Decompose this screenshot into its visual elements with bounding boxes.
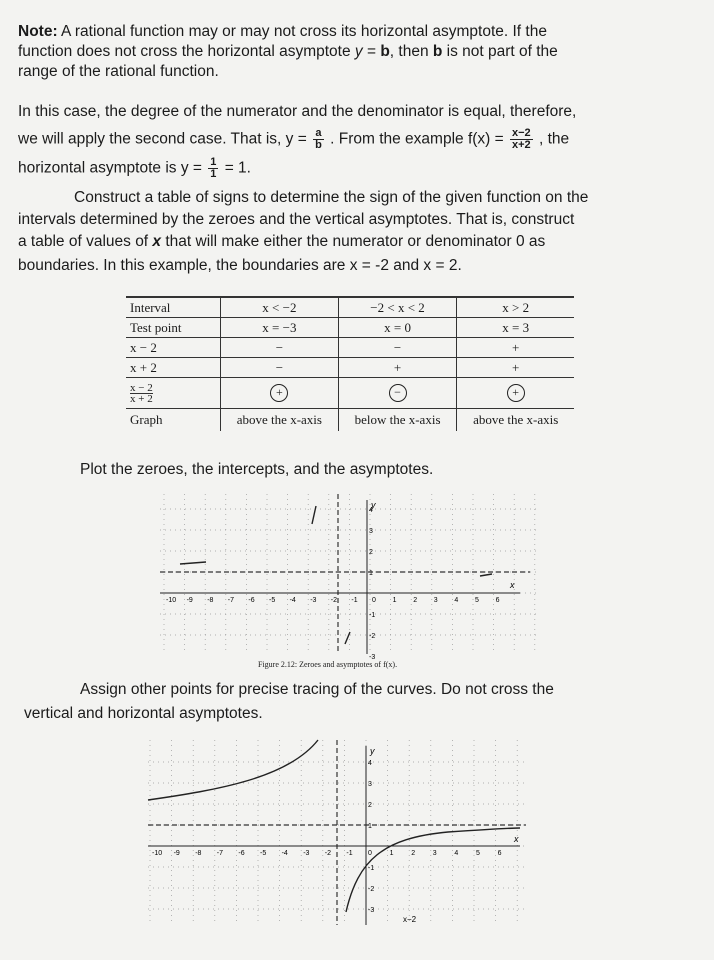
- table-row: [126, 378, 574, 409]
- x-tick-label: 3: [432, 850, 437, 857]
- case-line-3: horizontal asymptote is y = $\frac{1}{1}$ = 1.: [18, 156, 251, 180]
- x-tick-label: -8: [207, 597, 214, 604]
- y-axis-label: y: [370, 746, 375, 756]
- sign-circle: −: [389, 384, 407, 402]
- figure-asymptotes: [160, 494, 540, 661]
- table-row: Graph above the x-axis below the x-axis above the x-axis: [126, 409, 574, 432]
- sign-circle: +: [270, 384, 288, 402]
- x-tick-label: -3: [303, 850, 310, 857]
- sign-table: [126, 296, 574, 431]
- x-tick-label: -9: [173, 850, 180, 857]
- y-tick-label: -2: [369, 633, 376, 640]
- x-tick-label: -6: [248, 597, 255, 604]
- construct-line-4: boundaries. In this example, the boundaries are x = -2 and x = 2.: [18, 257, 462, 274]
- x-tick-label: -2: [324, 850, 332, 857]
- x-tick-label: 0: [372, 597, 376, 604]
- x-tick-label: -8: [195, 850, 202, 857]
- y-tick-label: 1: [368, 823, 372, 830]
- x-tick-label: 1: [389, 850, 394, 857]
- y-tick-label: 2: [368, 802, 372, 809]
- sign-circle: +: [507, 384, 525, 402]
- sketch-mark: [480, 574, 492, 576]
- x-tick-label: 0: [368, 850, 372, 857]
- construct-line-2: intervals determined by the zeroes and the vertical asymptotes. That is, construct: [18, 211, 575, 228]
- x-tick-label: -7: [216, 850, 224, 857]
- x-tick-label: -7: [227, 597, 235, 604]
- x-tick-label: 4: [454, 850, 459, 857]
- note-line-2: function does not cross the horizontal asymptote y = b, then b is not part of the: [18, 43, 558, 60]
- figure-curve-tracing: [148, 740, 528, 925]
- case-line-2: we will apply the second case. That is, y = $\frac{a}{b}$ . From the example f(x) = $\frac{x-2}{x+2}$ , the: [18, 127, 570, 151]
- y-tick-label: -3: [368, 907, 375, 914]
- case-line-1: In this case, the degree of the numerator and the denominator is equal, therefore,: [18, 103, 577, 120]
- y-tick-label: 3: [368, 781, 372, 788]
- x-tick-label: -1: [351, 597, 358, 604]
- x-tick-label: -6: [238, 850, 245, 857]
- y-tick-label: 2: [369, 549, 373, 556]
- x-tick-label: 2: [413, 597, 418, 604]
- assign-line-1: Assign other points for precise tracing of the curves. Do not cross the: [80, 681, 554, 698]
- x-tick-label: -3: [310, 597, 317, 604]
- left-branch-curve: [148, 740, 318, 800]
- x-tick-label: 5: [475, 597, 479, 604]
- construct-line-3: a table of values of x that will make either the numerator or denominator 0 as: [18, 233, 546, 250]
- x-tick-label: -2: [330, 597, 338, 604]
- x-tick-label: 2: [411, 850, 416, 857]
- sketch-mark: [345, 632, 350, 644]
- fraction-one-over-one: $\frac{1}{1}$: [210, 156, 217, 180]
- x-tick-label: 3: [433, 597, 438, 604]
- y-tick-label: 3: [369, 528, 373, 535]
- y-tick-label: 4: [368, 760, 372, 767]
- ratio-label: $\frac{x - 2}{x + 2}$: [126, 378, 221, 409]
- y-tick-label: -1: [368, 865, 375, 872]
- sketch-mark: [312, 506, 316, 524]
- note-line-3: range of the rational function.: [18, 63, 219, 80]
- x-tick-label: 4: [454, 597, 459, 604]
- x-tick-label: -5: [269, 597, 276, 604]
- x-tick-label: 1: [392, 597, 397, 604]
- x-axis-label: x: [510, 580, 515, 590]
- x-tick-label: 6: [495, 597, 500, 604]
- x-tick-label: 5: [476, 850, 480, 857]
- y-tick-label: -1: [369, 612, 376, 619]
- x-tick-label: -5: [260, 850, 267, 857]
- table-row: x − 2 − − +: [126, 338, 574, 358]
- x-tick-label: -9: [186, 597, 193, 604]
- assign-line-2: vertical and horizontal asymptotes.: [24, 705, 263, 722]
- figure-caption: Figure 2.12: Zeroes and asymptotes of f(x).: [258, 660, 398, 669]
- construct-line-1: Construct a table of signs to determine the sign of the given function on the: [74, 189, 589, 206]
- x-tick-label: -4: [281, 850, 288, 857]
- x-axis-label: x: [514, 834, 519, 844]
- note-line-1: Note: A rational function may or may not cross its horizontal asymptote. If the: [18, 23, 547, 40]
- handwritten-note: x−2: [403, 915, 417, 924]
- y-axis-label: y: [371, 500, 376, 510]
- y-tick-label: 4: [369, 507, 373, 514]
- y-tick-label: -2: [368, 886, 375, 893]
- table-row: Interval x < −2 −2 < x < 2 x > 2: [126, 297, 574, 318]
- y-tick-label: 1: [369, 570, 373, 577]
- x-tick-label: -10: [166, 597, 177, 604]
- fraction-a-over-b: $\frac{a}{b}$: [315, 127, 322, 151]
- fraction-example: $\frac{x-2}{x+2}$: [512, 127, 531, 151]
- y-tick-label: -3: [369, 654, 376, 661]
- x-tick-label: 6: [497, 850, 502, 857]
- table-row: Test point x = −3 x = 0 x = 3: [126, 318, 574, 338]
- x-tick-label: -10: [152, 850, 163, 857]
- x-tick-label: -4: [289, 597, 296, 604]
- plot-heading: Plot the zeroes, the intercepts, and the asymptotes.: [80, 461, 434, 478]
- sketch-mark: [180, 562, 206, 564]
- table-row: x + 2 − + +: [126, 358, 574, 378]
- x-tick-label: -1: [346, 850, 353, 857]
